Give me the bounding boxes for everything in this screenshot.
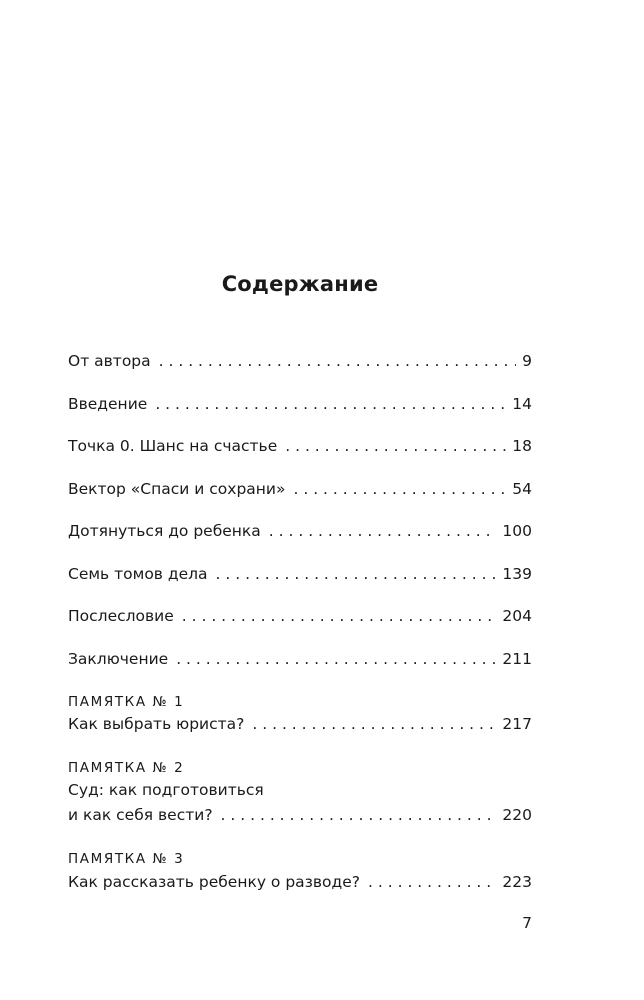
dot-leader <box>252 713 496 735</box>
dot-leader <box>285 435 506 457</box>
toc-entry <box>68 713 532 735</box>
toc-entry <box>68 520 532 542</box>
toc-entry <box>68 871 532 893</box>
toc-entry-title: Дотянуться до ребенка <box>68 522 261 540</box>
toc-entry-page: 14 <box>512 395 532 413</box>
dot-leader <box>368 871 496 893</box>
toc-entry-page: 217 <box>502 715 532 733</box>
toc-entry-title: От автора <box>68 352 151 370</box>
toc-entry <box>68 435 532 457</box>
toc-entry-page: 204 <box>502 607 532 625</box>
toc-entry-page: 54 <box>512 480 532 498</box>
toc-entry <box>68 393 532 415</box>
dot-leader <box>159 350 516 372</box>
dot-leader <box>293 478 506 500</box>
toc-entry <box>68 804 532 826</box>
toc-entry-title: Как рассказать ребенку о разводе? <box>68 873 361 891</box>
dot-leader <box>155 393 506 415</box>
dot-leader <box>221 804 497 826</box>
memo-label: ПАМЯТКА № 2 <box>68 760 185 776</box>
toc-entry-page: 223 <box>502 873 532 891</box>
toc-entry-title: Послесловие <box>68 607 174 625</box>
toc-entry-page: 139 <box>502 565 532 583</box>
dot-leader <box>269 520 497 542</box>
toc-entry <box>68 478 532 500</box>
toc-entry-page: 18 <box>512 437 532 455</box>
toc-entry <box>68 563 532 585</box>
toc-entry-title: Точка 0. Шанс на счастье <box>68 437 278 455</box>
memo-label: ПАМЯТКА № 1 <box>68 694 185 710</box>
toc-entry-page: 211 <box>502 650 532 668</box>
toc-entry-page: 220 <box>502 806 532 824</box>
page-title: Содержание <box>221 272 379 296</box>
dot-leader <box>176 648 496 670</box>
toc-entry-title: Семь томов дела <box>68 565 208 583</box>
toc-entry <box>68 648 532 670</box>
dot-leader <box>216 563 497 585</box>
toc-entry-page: 100 <box>502 522 532 540</box>
toc-entry-title: Вектор «Спаси и сохрани» <box>68 480 286 498</box>
dot-leader <box>182 605 497 627</box>
toc-entry <box>68 350 532 372</box>
toc-entry-title: Введение <box>68 395 148 413</box>
toc-entry-title: и как себя вести? <box>68 806 213 824</box>
page-number: 7 <box>522 914 532 932</box>
toc-entry <box>68 605 532 627</box>
toc-entry-page: 9 <box>522 352 532 370</box>
toc-entry-title-line: Суд: как подготовиться <box>68 781 264 799</box>
toc-entry-title: Заключение <box>68 650 169 668</box>
toc-entry-title: Как выбрать юриста? <box>68 715 245 733</box>
memo-label: ПАМЯТКА № 3 <box>68 851 185 867</box>
